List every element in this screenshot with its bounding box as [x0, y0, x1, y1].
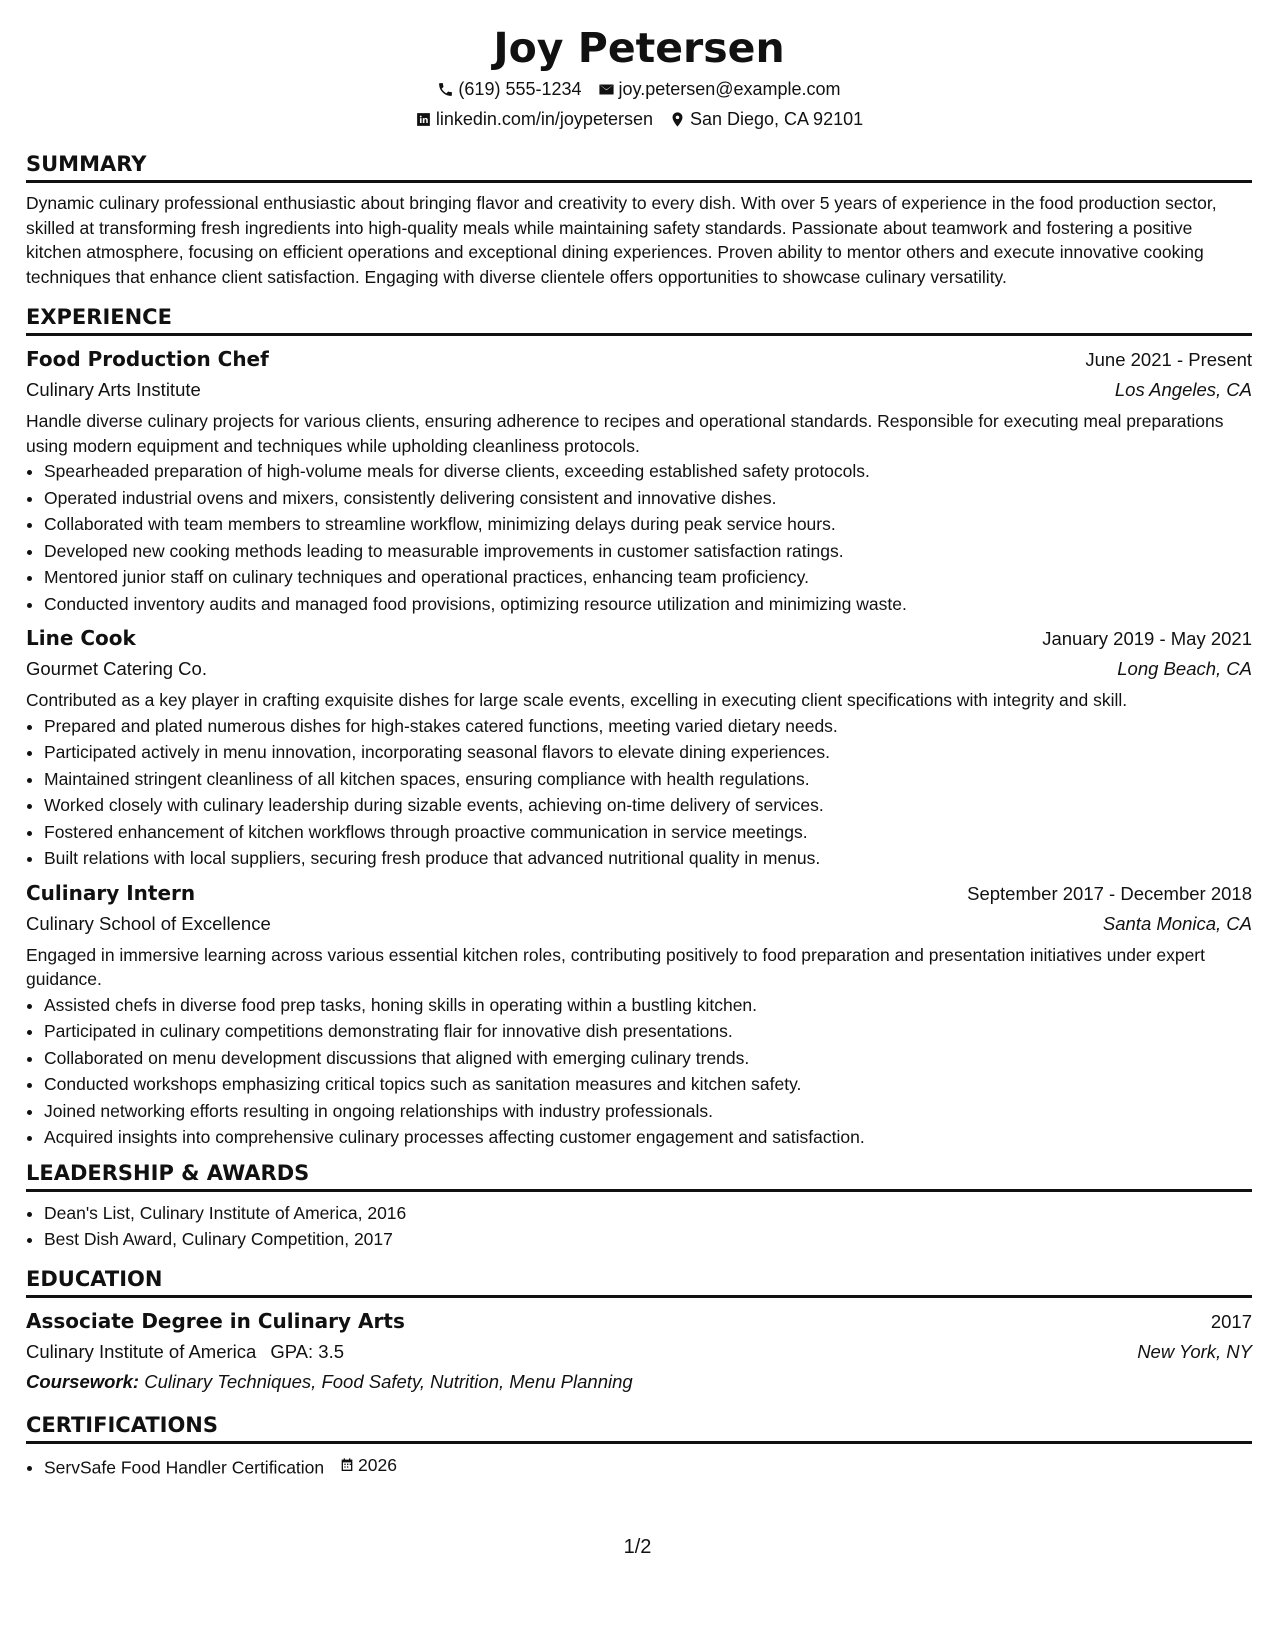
certification-item	[44, 1452, 1252, 1481]
job-location: Long Beach, CA	[1117, 658, 1252, 679]
job-location: Los Angeles, CA	[1114, 379, 1252, 400]
school-location: New York, NY	[1137, 1340, 1252, 1362]
phone-contact	[437, 74, 581, 104]
job-location: Santa Monica, CA	[1102, 912, 1252, 934]
job-entry	[26, 623, 1252, 872]
job-bullet: • Mentored junior staff on culinary techniques and operational practices, enhancing team proficiency.	[44, 564, 1252, 591]
job-dates: January 2019 - May 2021	[1042, 628, 1252, 649]
job-bullet: • Conducted inventory audits and managed food provisions, optimizing resource utilization and minimizing waste.	[44, 591, 1252, 618]
certifications-section	[26, 1411, 1252, 1481]
coursework	[26, 1367, 1252, 1397]
job-entry	[26, 878, 1252, 1151]
envelope-icon	[598, 81, 615, 98]
job-bullet: • Participated in culinary competitions demonstrating flair for innovative dish presentations.	[44, 1018, 1252, 1045]
section-title-certifications: CERTIFICATIONS	[26, 1411, 1252, 1444]
email-text: joy.petersen@example.com	[618, 79, 841, 99]
linkedin-text: linkedin.com/in/joypetersen	[435, 109, 653, 129]
certification-name: ServSafe Food Handler Certification	[44, 1456, 325, 1477]
job-description: Handle diverse culinary projects for various clients, ensuring adherence to recipes and operational standards. Responsible for executing meal preparations using modern equipment and techniques while upholding cleanliness protocols.	[26, 411, 1224, 456]
job-bullets	[26, 992, 1252, 1151]
job-dates: September 2017 - December 2018	[967, 882, 1252, 904]
job-bullet: • Fostered enhancement of kitchen workflows through proactive communication in service meetings.	[44, 819, 1252, 846]
location-contact	[669, 104, 863, 134]
job-bullet: • Developed new cooking methods leading to measurable improvements in customer satisfaction ratings.	[44, 538, 1252, 565]
job-entry	[26, 344, 1252, 617]
certification-date	[339, 1452, 397, 1479]
phone-icon	[437, 81, 454, 98]
job-bullets	[26, 713, 1252, 872]
job-company: Culinary Arts Institute	[26, 379, 201, 400]
calendar-icon	[339, 1457, 355, 1473]
contact-line-2	[26, 104, 1252, 134]
leadership-list	[26, 1200, 1252, 1253]
certifications-list	[26, 1452, 1252, 1481]
candidate-name: Joy Petersen	[493, 24, 785, 72]
job-bullet: • Assisted chefs in diverse food prep tasks, honing skills in operating within a bustling kitchen.	[44, 992, 1252, 1019]
school-info	[26, 1337, 344, 1367]
section-title-experience: EXPERIENCE	[26, 303, 1252, 336]
job-description: Contributed as a key player in crafting exquisite dishes for large scale events, excelling in executing client specifications with integrity and skill.	[26, 690, 1128, 710]
job-bullet: • Collaborated with team members to streamline workflow, minimizing delays during peak service hours.	[44, 511, 1252, 538]
job-bullet: • Worked closely with culinary leadership during sizable events, achieving on-time delivery of services.	[44, 792, 1252, 819]
email-contact[interactable]	[598, 74, 841, 104]
leadership-section	[26, 1159, 1252, 1253]
phone-text: (619) 555-1234	[458, 79, 582, 99]
summary-section	[26, 150, 1252, 289]
page-number: 1/2	[623, 1536, 652, 1558]
location-text: San Diego, CA 92101	[689, 109, 864, 129]
job-company: Gourmet Catering Co.	[26, 658, 207, 679]
summary-text: Dynamic culinary professional enthusiastic about bringing flavor and creativity to every dish. With over 5 years of experience in the food production sector, skilled at transforming fresh ingredients into high-quality meals while maintaining safety standards. Passionate about teamwork and fostering a positive kitchen atmosphere, focusing on efficient operations and exceptional dining experiences. Proven ability to mentor others and execute innovative cooking techniques that enhance client satisfaction. Engaging with diverse clientele offers opportunities to showcase culinary versatility.	[26, 193, 1217, 287]
job-bullet: • Operated industrial ovens and mixers, consistently delivering consistent and innovative dishes.	[44, 485, 1252, 512]
job-bullet: • Maintained stringent cleanliness of all kitchen spaces, ensuring compliance with health regulations.	[44, 766, 1252, 793]
job-bullet: • Participated actively in menu innovation, incorporating seasonal flavors to elevate dining experiences.	[44, 739, 1252, 766]
contact-line-1	[26, 74, 1252, 104]
certification-year: 2026	[358, 1454, 397, 1475]
job-bullet: • Prepared and plated numerous dishes for high-stakes catered functions, meeting varied dietary needs.	[44, 713, 1252, 740]
experience-section	[26, 303, 1252, 1151]
section-title-leadership: LEADERSHIP & AWARDS	[26, 1159, 1252, 1192]
job-company: Culinary School of Excellence	[26, 912, 271, 934]
job-bullets	[26, 458, 1252, 617]
job-title: Food Production Chef	[26, 347, 269, 371]
leadership-item: • Best Dish Award, Culinary Competition, 2017	[44, 1226, 1252, 1253]
resume-page	[26, 22, 1252, 1480]
coursework-label: Coursework:	[26, 1370, 140, 1392]
section-title-education: EDUCATION	[26, 1265, 1252, 1298]
job-dates: June 2021 - Present	[1085, 349, 1252, 370]
linkedin-icon	[415, 111, 432, 128]
job-title: Culinary Intern	[26, 880, 196, 905]
job-bullet: • Conducted workshops emphasizing critical topics such as sanitation measures and kitchen safety.	[44, 1071, 1252, 1098]
map-pin-icon	[669, 111, 686, 128]
job-bullet: • Spearheaded preparation of high-volume meals for diverse clients, exceeding established safety protocols.	[44, 458, 1252, 485]
section-title-summary: SUMMARY	[26, 150, 1252, 183]
job-bullet: • Built relations with local suppliers, securing fresh produce that advanced nutritional quality in menus.	[44, 845, 1252, 872]
education-section	[26, 1265, 1252, 1397]
job-description: Engaged in immersive learning across various essential kitchen roles, contributing positively to food preparation and presentation initiatives under expert guidance.	[26, 944, 1205, 989]
school-name: Culinary Institute of America	[26, 1340, 257, 1362]
degree-title: Associate Degree in Culinary Arts	[26, 1308, 405, 1333]
graduation-year: 2017	[1210, 1310, 1252, 1332]
job-bullet: • Joined networking efforts resulting in ongoing relationships with industry professionals.	[44, 1098, 1252, 1125]
job-bullet: • Acquired insights into comprehensive culinary processes affecting customer engagement and satisfaction.	[44, 1124, 1252, 1151]
job-bullet: • Collaborated on menu development discussions that aligned with emerging culinary trends.	[44, 1045, 1252, 1072]
coursework-list: Culinary Techniques, Food Safety, Nutrition, Menu Planning	[144, 1370, 633, 1392]
leadership-item: • Dean's List, Culinary Institute of America, 2016	[44, 1200, 1252, 1227]
job-title: Line Cook	[26, 626, 136, 650]
gpa: GPA: 3.5	[270, 1340, 345, 1362]
linkedin-contact[interactable]	[415, 104, 653, 134]
